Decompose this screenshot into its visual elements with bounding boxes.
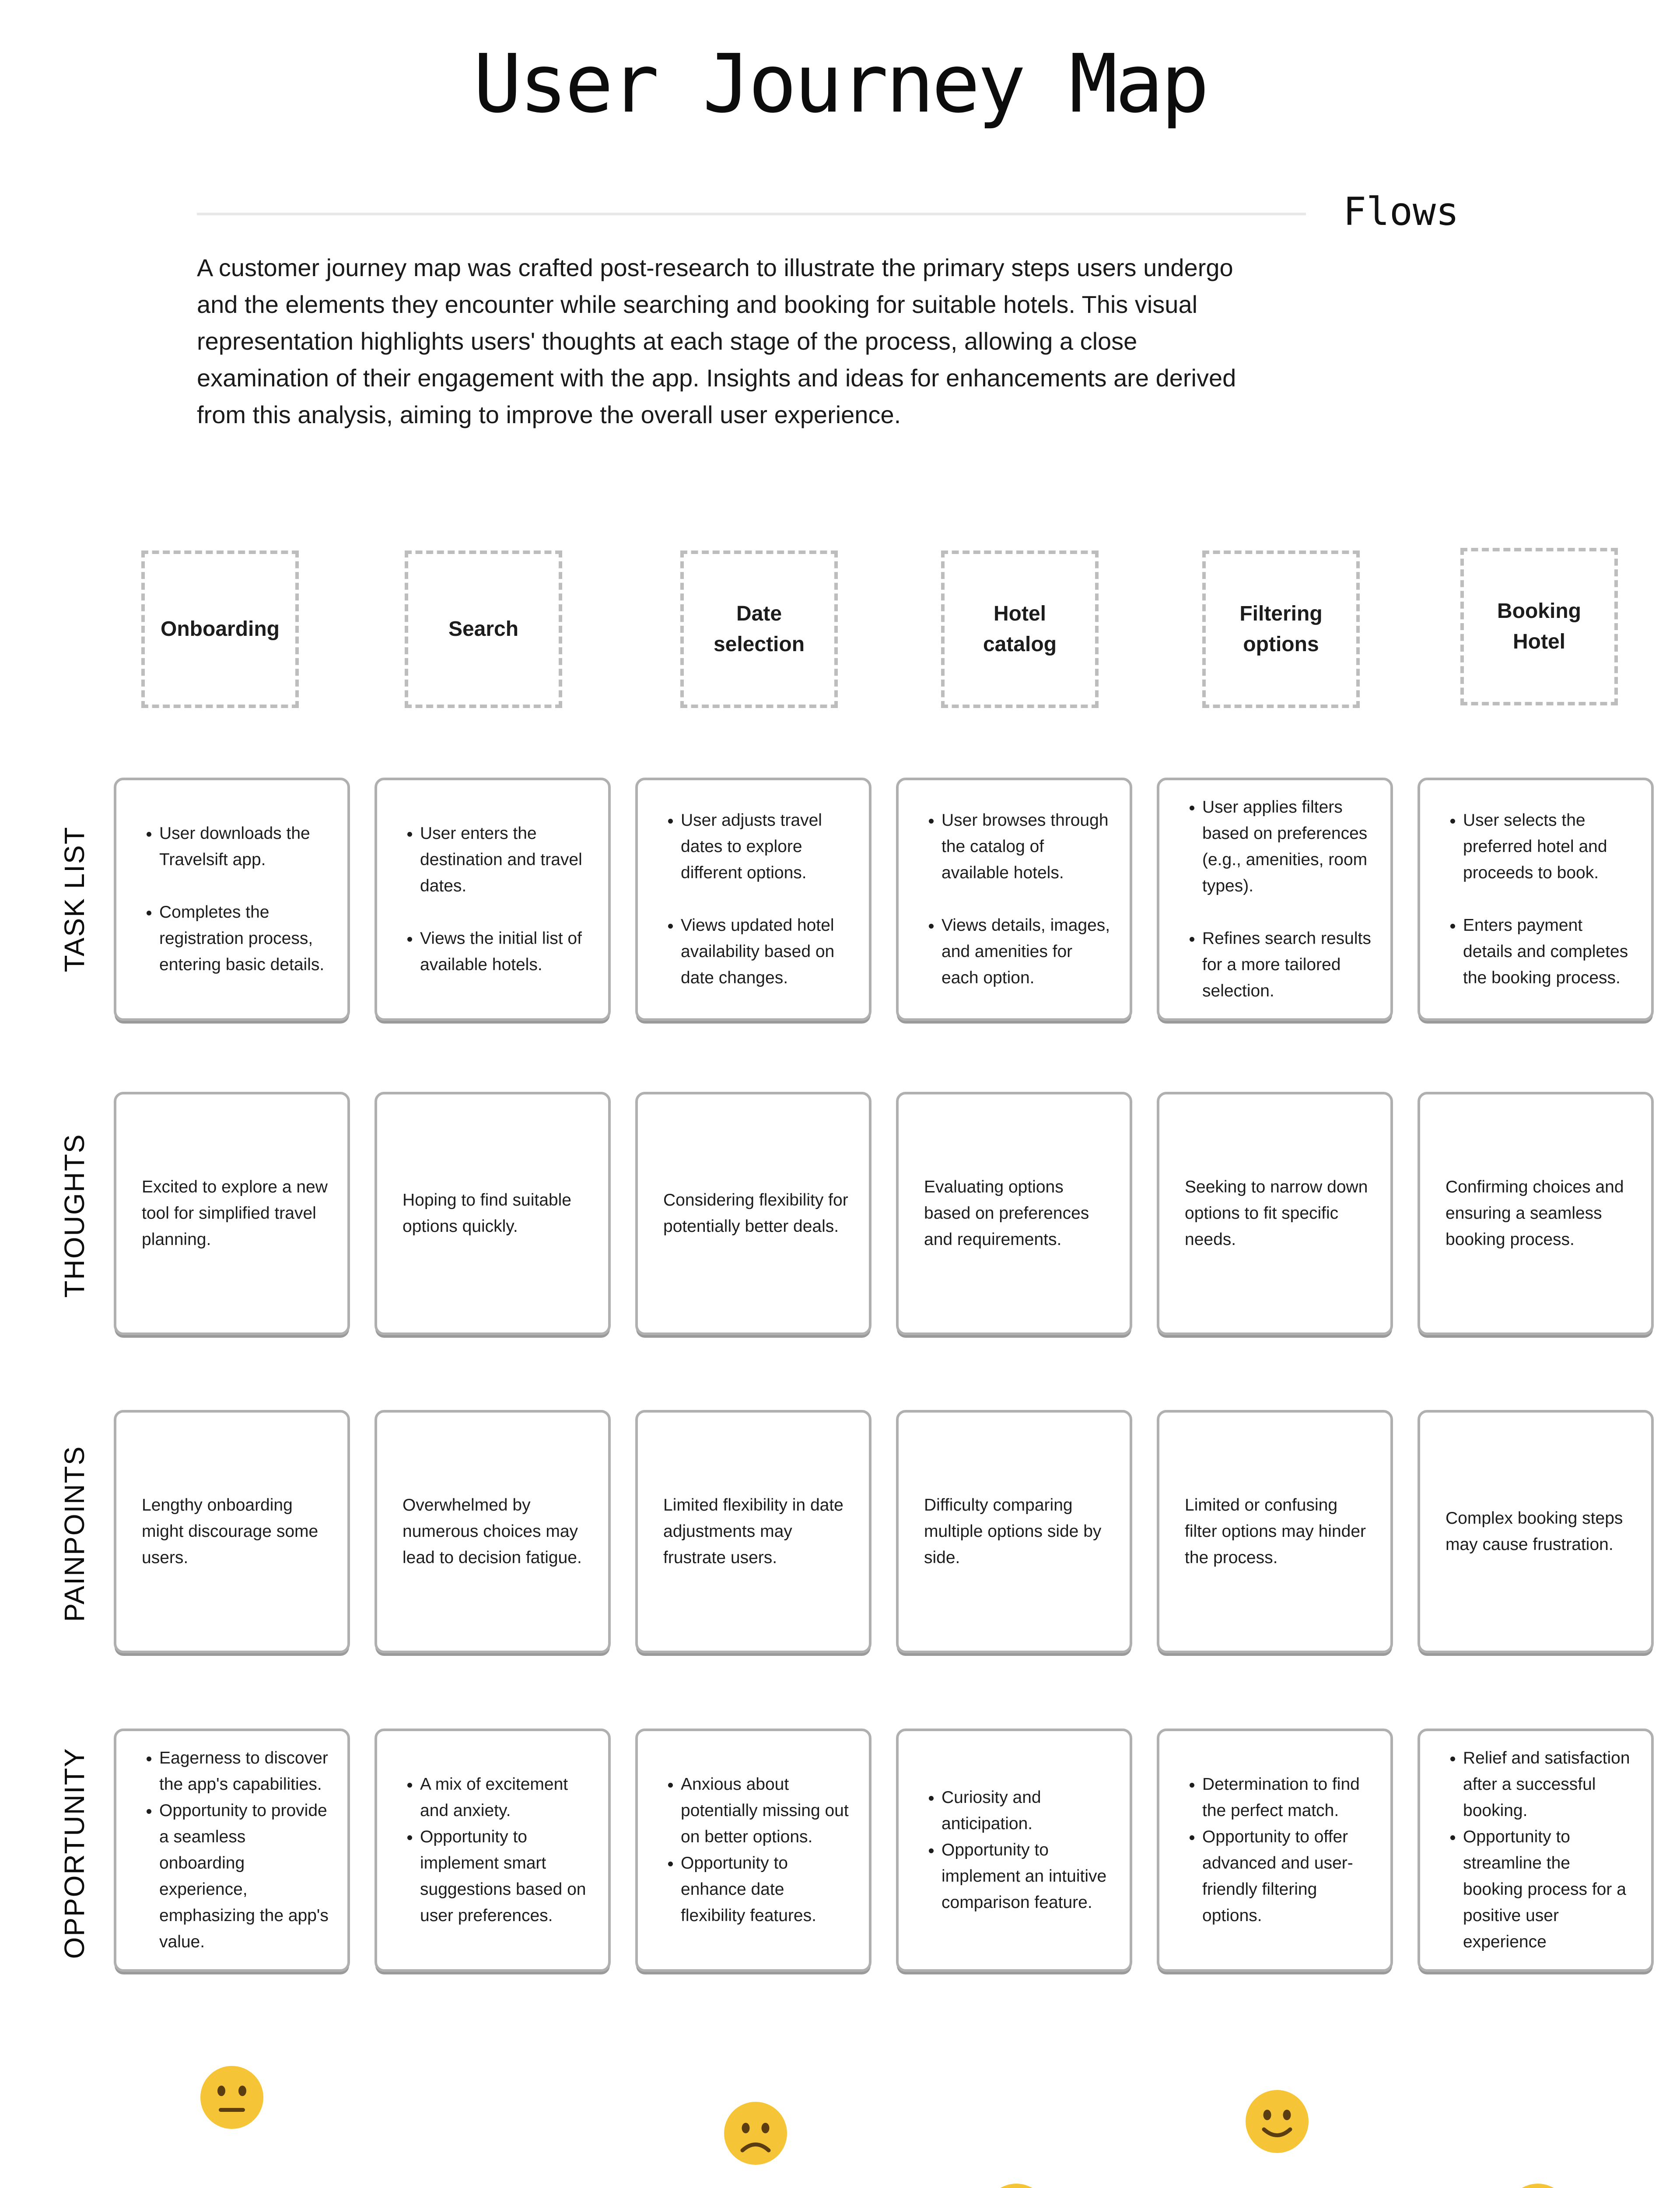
painpoint-text: Complex booking steps may cause frustration. [1446, 1509, 1623, 1554]
thought-card-filtering-options [1157, 1092, 1393, 1335]
opportunity-card-filtering-options [1157, 1729, 1393, 1972]
task-item: • User enters the destination and travel dates. [420, 820, 591, 899]
painpoint-text: Limited or confusing filter options may hinder the process. [1185, 1496, 1366, 1567]
stage-filtering-options [1202, 551, 1360, 708]
opportunity-item: • Eagerness to discover the app's capabilities. [159, 1745, 330, 1798]
opportunity-item: • Determination to find the perfect match. [1202, 1771, 1373, 1824]
task-card-search [374, 778, 611, 1021]
stage-label: Filtering options [1239, 602, 1323, 656]
intro-paragraph: A customer journey map was crafted post-research to illustrate the primary steps users undergo and the elements they encounter while searching and booking for suitable hotels. This visual representation highlights users' thoughts at each stage of the process, allowing a close examination of their engagement with the app. Insights and ideas for enhancements are derived from this analysis, aiming to improve the overall user experience. [197, 254, 1236, 428]
opportunity-card-search [374, 1729, 611, 1972]
opportunity-item: • Curiosity and anticipation. [942, 1785, 1112, 1837]
painpoint-text: Overwhelmed by numerous choices may lead to decision fatigue. [402, 1496, 582, 1567]
task-item: • User selects the preferred hotel and proceeds to book. [1463, 807, 1634, 886]
stage-date-selection [680, 551, 838, 708]
task-card-hotel-catalog [896, 778, 1132, 1021]
grinning-face-icon [984, 2182, 1049, 2188]
thought-text: Evaluating options based on preferences and requirements. [924, 1178, 1089, 1249]
task-item: • Enters payment details and completes the booking process. [1463, 912, 1634, 991]
painpoint-card-onboarding [114, 1410, 350, 1653]
painpoint-card-booking-hotel [1418, 1410, 1654, 1653]
opportunity-item: • A mix of excitement and anxiety. [420, 1771, 591, 1824]
painpoint-card-filtering-options [1157, 1410, 1393, 1653]
opportunity-item: • Opportunity to offer advanced and user-friendly filtering options. [1202, 1824, 1373, 1929]
task-item: • Views updated hotel availability based on date changes. [681, 912, 851, 991]
opportunity-card-date-selection [635, 1729, 872, 1972]
opportunity-card-hotel-catalog [896, 1729, 1132, 1972]
painpoint-card-search [374, 1410, 611, 1653]
task-item: • User adjusts travel dates to explore different options. [681, 807, 851, 886]
task-item: • User downloads the Travelsift app. [159, 820, 330, 873]
task-item: • User browses through the catalog of available hotels. [942, 807, 1112, 886]
opportunity-item: • Opportunity to streamline the booking process for a positive user experience [1463, 1824, 1634, 1955]
opportunity-card-booking-hotel [1418, 1729, 1654, 1972]
task-item: • Refines search results for a more tailored selection. [1202, 926, 1373, 1004]
page-title: User Journey Map [473, 37, 1207, 131]
task-card-onboarding [114, 778, 350, 1021]
flows-label: Flows [1343, 189, 1459, 234]
painpoint-text: Lengthy onboarding might discourage some users. [142, 1496, 318, 1567]
thought-text: Confirming choices and ensuring a seamless booking process. [1446, 1178, 1624, 1249]
painpoint-card-date-selection [635, 1410, 872, 1653]
divider [197, 213, 1306, 215]
opportunity-item: • Opportunity to enhance date flexibility features. [681, 1850, 851, 1929]
thought-card-onboarding [114, 1092, 350, 1335]
thought-text: Hoping to find suitable options quickly. [402, 1191, 571, 1236]
thought-card-booking-hotel [1418, 1092, 1654, 1335]
thought-card-search [374, 1092, 611, 1335]
stage-label: Date selection [713, 602, 805, 656]
stage-label: Hotel catalog [983, 602, 1057, 656]
stage-search [405, 551, 562, 708]
opportunity-card-onboarding [114, 1729, 350, 1972]
opportunity-item: • Opportunity to implement an intuitive comparison feature. [942, 1837, 1112, 1916]
task-item: • Views details, images, and amenities for each option. [942, 912, 1112, 991]
opportunity-item: • Relief and satisfaction after a successful booking. [1463, 1745, 1634, 1824]
thought-card-hotel-catalog [896, 1092, 1132, 1335]
slightly-smiling-face-icon [1244, 2089, 1310, 2154]
stage-booking-hotel [1460, 548, 1618, 705]
slightly-frowning-face-icon [723, 2100, 788, 2166]
stage-label: Search [448, 617, 519, 641]
painpoint-card-hotel-catalog [896, 1410, 1132, 1653]
task-item: • Completes the registration process, entering basic details. [159, 899, 330, 978]
opportunity-item: • Opportunity to implement smart suggestions based on user preferences. [420, 1824, 591, 1929]
task-card-date-selection [635, 778, 872, 1021]
opportunity-item: • Anxious about potentially missing out on better options. [681, 1771, 851, 1850]
task-item: • User applies filters based on preferences (e.g., amenities, room types). [1202, 794, 1373, 899]
thought-text: Considering flexibility for potentially better deals. [663, 1191, 848, 1236]
stage-onboarding [141, 551, 299, 708]
opportunity-item: • Opportunity to provide a seamless onboarding experience, emphasizing the app's value. [159, 1798, 330, 1955]
neutral-face-icon [199, 2065, 265, 2130]
thought-card-date-selection [635, 1092, 872, 1335]
task-card-filtering-options [1157, 778, 1393, 1021]
thought-text: Excited to explore a new tool for simplified travel planning. [142, 1178, 328, 1249]
grinning-face-icon [1505, 2182, 1571, 2188]
thought-text: Seeking to narrow down options to fit specific needs. [1185, 1178, 1368, 1249]
stage-hotel-catalog [941, 551, 1099, 708]
stage-label: Booking Hotel [1497, 600, 1581, 653]
task-item: • Views the initial list of available hotels. [420, 926, 591, 978]
task-card-booking-hotel [1418, 778, 1654, 1021]
painpoint-text: Limited flexibility in date adjustments may frustrate users. [663, 1496, 844, 1567]
stage-label: Onboarding [161, 617, 280, 641]
painpoint-text: Difficulty comparing multiple options side by side. [924, 1496, 1102, 1567]
